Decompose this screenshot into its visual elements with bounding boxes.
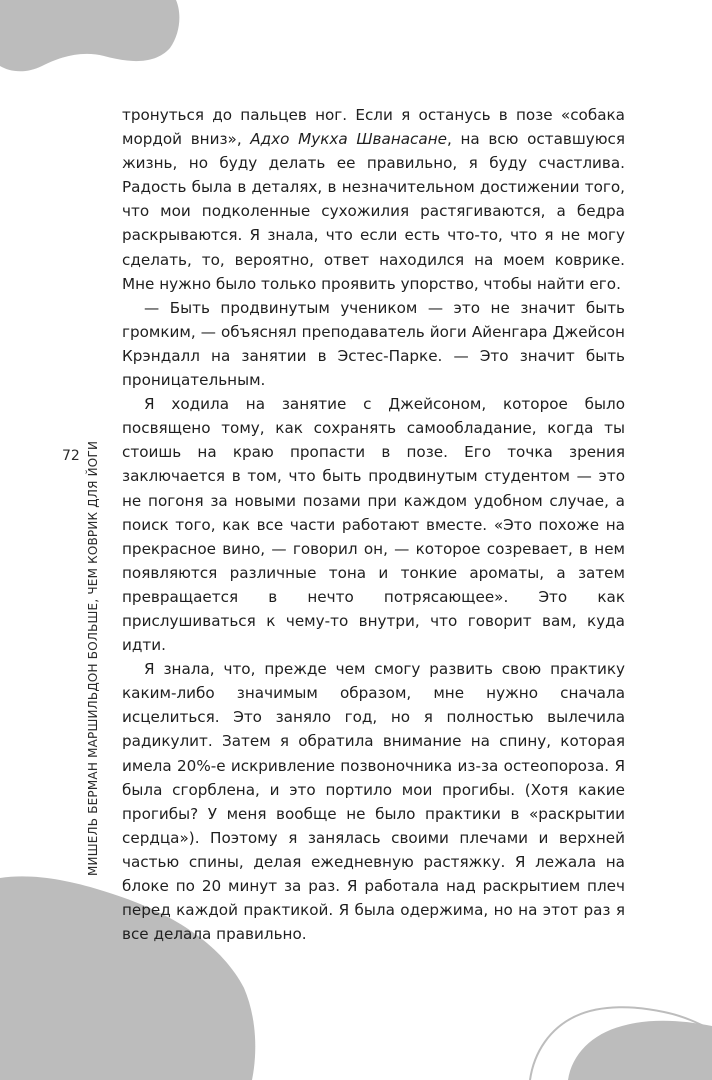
body-text bbox=[122, 103, 625, 946]
paragraph-1 bbox=[122, 103, 625, 296]
paragraph-2: — Быть продвинутым учеником — это не значит быть громким, — объяснял преподаватель йоги Айенгара Джейсон Крэндалл на занятии в Эстес-Парке. — Это значит быть проницательным. bbox=[122, 298, 625, 390]
paragraph-1-part-2: , на всю оставшуюся жизнь, но буду делать ее правильно, я буду счастлива. Радость была в деталях, в незначительном достижении того, что мои подколенные сухожилия растягиваются, а бедра раскрываются. Я знала, что если есть что-то, что я не могу сделать, то, вероятно, ответ находился на моем коврике. Мне нужно было только проявить упорство, чтобы найти его. bbox=[122, 130, 625, 293]
running-head: МИШЕЛЬ БЕРМАН МАРШИЛЬДОН БОЛЬШЕ, ЧЕМ КОВРИК ДЛЯ ЙОГИ bbox=[86, 440, 100, 876]
bottom-right-blob-shape bbox=[568, 1021, 712, 1080]
page-number: 72 bbox=[62, 448, 80, 464]
paragraph-1-part-1: тронуться до пальцев ног. Если я останусь в позе «собака мордой вниз», bbox=[122, 106, 625, 149]
paragraph-3: Я ходила на занятие с Джейсоном, которое было посвящено тому, как сохранять самообладание, когда ты стоишь на краю пропасти в позе. Его точка зрения заключается в том, что быть продвинутым студентом — это не погоня за новыми позами при каждом удобном случае, а поиск того, как все части работают вместе. «Это похоже на прекрасное вино, — говорил он, — которое созревает, в нем появляются различные тона и тонкие ароматы, а затем превращается в нечто потрясающее». Это как прислушиваться к чему-то внутри, что говорит вам, куда идти. bbox=[122, 395, 625, 655]
top-blob-shape bbox=[0, 0, 179, 71]
pose-name-italic: Адхо Мукха Шванасане bbox=[250, 130, 447, 149]
paragraph-4: Я знала, что, прежде чем смогу развить свою практику каким-либо значимым образом, мне нужно сначала исцелиться. Это заняло год, но я полностью вылечила радикулит. Затем я обратила внимание на спину, которая имела 20%-е искривление позвоночника из-за остеопороза. Я была сгорблена, и это портило мои прогибы. (Хотя какие прогибы? У меня вообще не было практики в «раскрытии сердца»). Поэтому я занялась своими плечами и верхней частью спины, делая ежедневную растяжку. Я лежала на блоке по 20 минут за раз. Я работала над раскрытием плеч перед каждой практикой. Я была одержима, но на этот раз я все делала правильно. bbox=[122, 660, 625, 944]
